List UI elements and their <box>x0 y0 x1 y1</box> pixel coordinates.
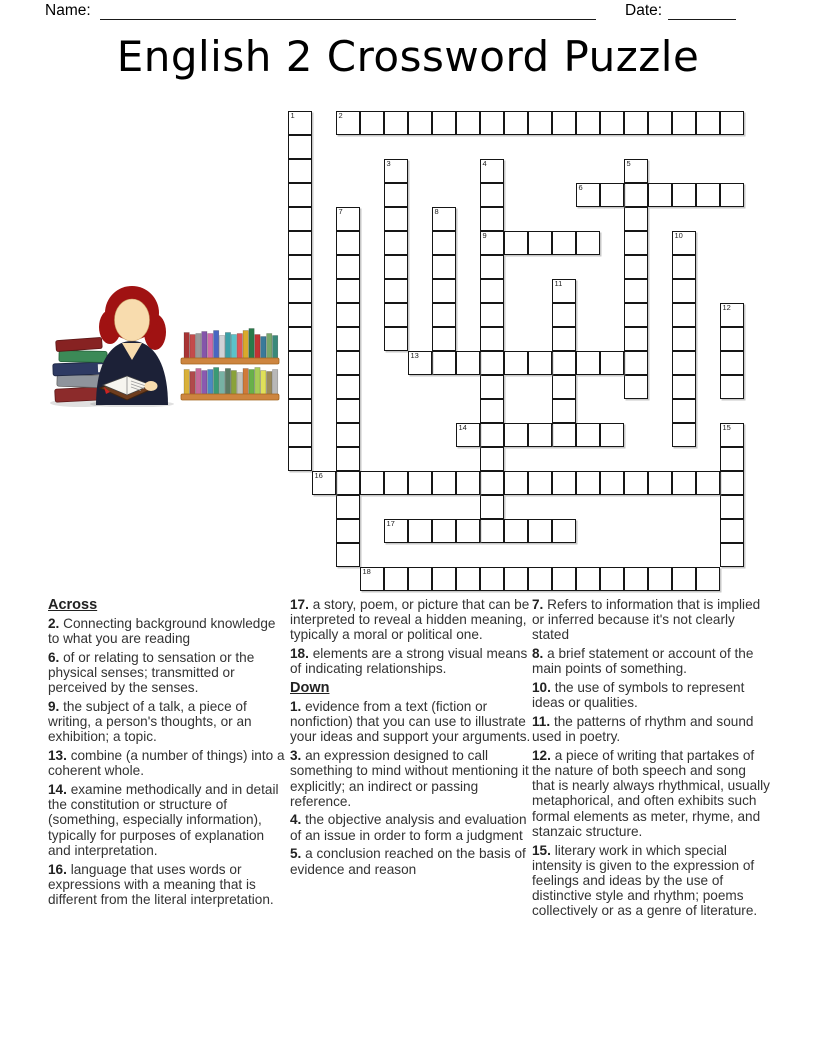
grid-cell[interactable] <box>672 471 696 495</box>
clue-number: 7. <box>532 597 548 612</box>
grid-cell[interactable] <box>384 303 408 327</box>
grid-cell[interactable] <box>336 471 360 495</box>
grid-cell[interactable] <box>408 111 432 135</box>
grid-cell[interactable] <box>672 399 696 423</box>
grid-cell[interactable] <box>624 327 648 351</box>
book-spine <box>184 370 189 395</box>
grid-cell[interactable] <box>672 303 696 327</box>
clue-number: 15. <box>532 842 555 858</box>
grid-cell[interactable] <box>336 231 360 255</box>
grid-cell[interactable] <box>672 351 696 375</box>
grid-cell[interactable] <box>432 303 456 327</box>
grid-cell[interactable] <box>432 207 456 231</box>
grid-cell[interactable] <box>720 351 744 375</box>
grid-cell[interactable] <box>552 399 576 423</box>
grid-cell[interactable] <box>288 255 312 279</box>
cell-number: 10 <box>674 231 683 240</box>
grid-cell[interactable] <box>384 567 408 591</box>
clue-item: 16. language that uses words or expressions with a meaning that is different from the literal interpretation. <box>48 861 274 907</box>
clue-number: 11. <box>532 713 554 729</box>
name-label: Name: <box>45 2 91 19</box>
grid-cell[interactable] <box>504 231 528 255</box>
book-spine <box>208 370 213 395</box>
person <box>90 286 174 407</box>
grid-cell[interactable] <box>648 471 672 495</box>
grid-cell[interactable] <box>504 519 528 543</box>
grid-cell[interactable] <box>288 231 312 255</box>
grid-cell[interactable] <box>336 111 360 135</box>
grid-cell[interactable] <box>336 303 360 327</box>
grid-cell[interactable] <box>480 159 504 183</box>
grid-cell[interactable] <box>360 567 384 591</box>
grid-cell[interactable] <box>384 327 408 351</box>
grid-cell[interactable] <box>384 471 408 495</box>
clue-number: 8. <box>532 646 548 662</box>
grid-cell[interactable] <box>720 303 744 327</box>
cell-number: 13 <box>410 351 419 360</box>
grid-cell[interactable] <box>624 231 648 255</box>
clue-item: 4. the objective analysis and evaluation of an issue in order to form a judgment <box>290 812 527 843</box>
grid-cell[interactable] <box>600 111 624 135</box>
clue-number: 9. <box>48 699 64 715</box>
grid-cell[interactable] <box>480 447 504 471</box>
grid-cell[interactable] <box>288 399 312 423</box>
grid-cell[interactable] <box>384 111 408 135</box>
grid-cell[interactable] <box>552 375 576 399</box>
clue-number: 6. <box>48 649 64 665</box>
clue-item: 9. the subject of a talk, a piece of writing, a person's thoughts, or an exhibition; a topic. <box>48 699 252 745</box>
grid-cell[interactable] <box>408 351 432 375</box>
book-spine <box>261 371 266 395</box>
grid-cell[interactable] <box>384 207 408 231</box>
grid-cell[interactable] <box>696 567 720 591</box>
cell-number: 17 <box>386 519 395 528</box>
grid-cell[interactable] <box>576 471 600 495</box>
grid-cell[interactable] <box>408 471 432 495</box>
grid-cell[interactable] <box>384 255 408 279</box>
grid-cell[interactable] <box>288 303 312 327</box>
grid-cell[interactable] <box>432 279 456 303</box>
grid-cell[interactable] <box>432 111 456 135</box>
grid-cell[interactable] <box>312 471 336 495</box>
clue-number: 10. <box>532 680 555 696</box>
grid-cell[interactable] <box>480 279 504 303</box>
grid-cell[interactable] <box>336 327 360 351</box>
bookshelf <box>181 329 279 401</box>
clue-item: 14. examine methodically and in detail the constitution or structure of (something, especially information), typically for purposes of explanation and interpretation. <box>48 782 279 858</box>
crossword-grid <box>288 111 744 591</box>
clue-column-2 <box>290 597 533 880</box>
name-input-line[interactable] <box>100 2 596 20</box>
cell-number: 18 <box>362 567 371 576</box>
grid-cell[interactable] <box>552 327 576 351</box>
grid-cell[interactable] <box>696 183 720 207</box>
clue-number: 13. <box>48 748 71 764</box>
date-label: Date: <box>625 2 663 19</box>
grid-cell[interactable] <box>696 111 720 135</box>
clue-item: 11. the patterns of rhythm and sound used in poetry. <box>532 713 754 745</box>
book-spine <box>190 372 195 395</box>
grid-cell[interactable] <box>720 327 744 351</box>
clue-item: 3. an expression designed to call something to mind without mentioning it explicitly; an indirect or passing reference. <box>290 748 529 809</box>
grid-cell[interactable] <box>672 255 696 279</box>
grid-cell[interactable] <box>624 159 648 183</box>
cell-number: 8 <box>434 207 439 216</box>
grid-cell[interactable] <box>480 375 504 399</box>
cell-number: 2 <box>338 111 343 120</box>
grid-cell[interactable] <box>552 303 576 327</box>
grid-cell[interactable] <box>720 471 744 495</box>
grid-cell[interactable] <box>696 471 720 495</box>
clue-item: 8. a brief statement or account of the main points of something. <box>532 646 754 677</box>
grid-cell[interactable] <box>576 111 600 135</box>
grid-cell[interactable] <box>288 447 312 471</box>
grid-cell[interactable] <box>360 471 384 495</box>
grid-cell[interactable] <box>336 399 360 423</box>
grid-cell[interactable] <box>336 423 360 447</box>
clue-number: 1. <box>290 699 306 715</box>
grid-cell[interactable] <box>288 327 312 351</box>
book-spine <box>243 369 248 395</box>
book-spine <box>237 334 242 359</box>
grid-cell[interactable] <box>288 111 312 135</box>
grid-cell[interactable] <box>672 567 696 591</box>
grid-cell[interactable] <box>480 351 504 375</box>
grid-cell[interactable] <box>576 567 600 591</box>
grid-cell[interactable] <box>720 495 744 519</box>
grid-cell[interactable] <box>720 183 744 207</box>
grid-cell[interactable] <box>336 375 360 399</box>
grid-cell[interactable] <box>720 543 744 567</box>
clue-number: 5. <box>290 846 306 862</box>
name-date-row <box>0 0 816 26</box>
book-spine <box>255 335 260 359</box>
grid-cell[interactable] <box>576 231 600 255</box>
grid-cell[interactable] <box>432 471 456 495</box>
clue-number: 12. <box>532 747 555 763</box>
grid-cell[interactable] <box>408 519 432 543</box>
clue-number: 3. <box>290 748 306 764</box>
cell-number: 7 <box>338 207 343 216</box>
book-spine <box>214 368 219 395</box>
book-spine <box>273 336 278 359</box>
grid-cell[interactable] <box>480 207 504 231</box>
clue-item: 5. a conclusion reached on the basis of evidence and reason <box>290 846 526 877</box>
grid-cell[interactable] <box>480 495 504 519</box>
clue-item: 13. combine (a number of things) into a coherent whole. <box>48 748 285 779</box>
clue-number: 16. <box>48 861 71 877</box>
grid-cell[interactable] <box>336 351 360 375</box>
grid-cell[interactable] <box>432 231 456 255</box>
clue-number: 2. <box>48 616 64 631</box>
book-spine <box>261 337 266 359</box>
grid-cell[interactable] <box>552 519 576 543</box>
book-spine <box>225 369 230 395</box>
book-spine <box>267 334 272 359</box>
grid-cell[interactable] <box>552 471 576 495</box>
grid-cell[interactable] <box>504 567 528 591</box>
clue-number: 18. <box>290 646 313 662</box>
grid-cell[interactable] <box>432 567 456 591</box>
clue-column-1 <box>48 597 288 911</box>
grid-cell[interactable] <box>528 111 552 135</box>
grid-cell[interactable] <box>648 183 672 207</box>
grid-cell[interactable] <box>336 495 360 519</box>
book-spine <box>196 334 201 359</box>
grid-cell[interactable] <box>432 327 456 351</box>
grid-cell[interactable] <box>504 111 528 135</box>
book-spine <box>190 335 195 359</box>
grid-cell[interactable] <box>720 519 744 543</box>
grid-cell[interactable] <box>624 567 648 591</box>
grid-cell[interactable] <box>624 207 648 231</box>
book-spine <box>273 370 278 395</box>
book-spine <box>219 372 224 395</box>
cell-number: 4 <box>482 159 487 168</box>
grid-cell[interactable] <box>456 111 480 135</box>
grid-cell[interactable] <box>480 567 504 591</box>
grid-cell[interactable] <box>480 471 504 495</box>
book-spine <box>231 335 236 359</box>
book-spine <box>219 336 224 359</box>
grid-cell[interactable] <box>480 255 504 279</box>
grid-cell[interactable] <box>600 183 624 207</box>
grid-cell[interactable] <box>384 279 408 303</box>
cell-number: 14 <box>458 423 467 432</box>
grid-cell[interactable] <box>528 567 552 591</box>
grid-cell[interactable] <box>432 255 456 279</box>
grid-cell[interactable] <box>624 351 648 375</box>
grid-cell[interactable] <box>600 471 624 495</box>
grid-cell[interactable] <box>456 567 480 591</box>
grid-cell[interactable] <box>552 111 576 135</box>
grid-cell[interactable] <box>672 423 696 447</box>
clue-item: 15. literary work in which special intensity is given to the expression of feelings and ideas by the use of distinctive style and rhythm; poems collectively or as a genre of literature. <box>532 842 758 919</box>
grid-cell[interactable] <box>624 303 648 327</box>
grid-cell[interactable] <box>288 183 312 207</box>
grid-cell[interactable] <box>648 567 672 591</box>
grid-cell[interactable] <box>336 255 360 279</box>
cell-number: 1 <box>290 111 295 120</box>
grid-cell[interactable] <box>720 423 744 447</box>
grid-cell[interactable] <box>480 519 504 543</box>
grid-cell[interactable] <box>336 447 360 471</box>
grid-cell[interactable] <box>624 183 648 207</box>
grid-cell[interactable] <box>672 375 696 399</box>
clue-item: 2. Connecting background knowledge to what you are reading <box>48 616 276 647</box>
grid-cell[interactable] <box>672 327 696 351</box>
grid-cell[interactable] <box>384 519 408 543</box>
grid-cell[interactable] <box>384 159 408 183</box>
grid-cell[interactable] <box>456 471 480 495</box>
grid-cell[interactable] <box>552 423 576 447</box>
grid-cell[interactable] <box>528 423 552 447</box>
grid-cell[interactable] <box>600 423 624 447</box>
cell-number: 11 <box>554 279 563 288</box>
grid-cell[interactable] <box>552 567 576 591</box>
grid-cell[interactable] <box>624 471 648 495</box>
grid-cell[interactable] <box>720 111 744 135</box>
grid-cell[interactable] <box>480 231 504 255</box>
clue-item: 10. the use of symbols to represent ideas or qualities. <box>532 680 745 711</box>
book-spine <box>255 368 260 395</box>
grid-cell[interactable] <box>672 279 696 303</box>
book-spine <box>249 329 254 359</box>
book-spine <box>214 331 219 359</box>
clue-column-3 <box>532 597 772 922</box>
clue-section-header: Across <box>48 597 98 613</box>
grid-cell[interactable] <box>456 423 480 447</box>
grid-cell[interactable] <box>624 375 648 399</box>
grid-cell[interactable] <box>600 351 624 375</box>
book-spine <box>249 370 254 395</box>
reading-person-illustration <box>48 275 280 407</box>
page-title: English 2 Crossword Puzzle <box>116 32 700 81</box>
grid-cell[interactable] <box>576 183 600 207</box>
grid-cell[interactable] <box>336 519 360 543</box>
book-spine <box>202 371 207 395</box>
grid-cell[interactable] <box>672 183 696 207</box>
cell-number: 15 <box>722 423 731 432</box>
book-spine <box>237 373 242 395</box>
cell-number: 5 <box>626 159 631 168</box>
grid-cell[interactable] <box>336 207 360 231</box>
grid-cell[interactable] <box>480 423 504 447</box>
grid-cell[interactable] <box>672 111 696 135</box>
book-spine <box>243 331 248 359</box>
clue-number: 14. <box>48 782 71 798</box>
grid-cell[interactable] <box>624 255 648 279</box>
grid-cell[interactable] <box>456 351 480 375</box>
cell-number: 12 <box>722 303 731 312</box>
grid-cell[interactable] <box>288 207 312 231</box>
grid-cell[interactable] <box>288 351 312 375</box>
grid-cell[interactable] <box>624 111 648 135</box>
grid-cell[interactable] <box>288 279 312 303</box>
grid-cell[interactable] <box>504 351 528 375</box>
clue-item: 12. a piece of writing that partakes of the nature of both speech and song that is nearly always rhythmical, usually metaphorical, and often exhibits such formal elements as meter, rhyme, and stanzaic structure. <box>532 747 770 839</box>
grid-cell[interactable] <box>480 303 504 327</box>
book-spine <box>267 372 272 395</box>
grid-cell[interactable] <box>480 183 504 207</box>
clue-item: 7. Refers to information that is implied or inferred because it's not clearly stated <box>532 597 761 643</box>
grid-cell[interactable] <box>288 135 312 159</box>
grid-cell[interactable] <box>552 231 576 255</box>
grid-cell[interactable] <box>672 231 696 255</box>
grid-cell[interactable] <box>528 471 552 495</box>
grid-cell[interactable] <box>576 423 600 447</box>
cell-number: 6 <box>578 183 583 192</box>
grid-cell[interactable] <box>504 471 528 495</box>
grid-cell[interactable] <box>456 519 480 543</box>
grid-cell[interactable] <box>504 423 528 447</box>
grid-cell[interactable] <box>360 111 384 135</box>
clue-item: 1. evidence from a text (fiction or nonfiction) that you can use to illustrate your ideas and support your arguments. <box>290 699 531 745</box>
grid-cell[interactable] <box>552 351 576 375</box>
book-spine <box>208 334 213 359</box>
grid-cell[interactable] <box>720 375 744 399</box>
date-input-line[interactable] <box>668 2 736 20</box>
grid-cell[interactable] <box>648 111 672 135</box>
clue-item: 18. elements are a strong visual means of indicating relationships. <box>290 646 528 677</box>
book-spine <box>225 333 230 359</box>
grid-cell[interactable] <box>288 423 312 447</box>
grid-cell[interactable] <box>288 159 312 183</box>
book-spine <box>202 332 207 359</box>
cell-number: 9 <box>482 231 487 240</box>
cell-number: 16 <box>314 471 323 480</box>
grid-cell[interactable] <box>432 519 456 543</box>
cell-number: 3 <box>386 159 391 168</box>
grid-cell[interactable] <box>624 279 648 303</box>
clue-section-header: Down <box>290 680 330 697</box>
grid-cell[interactable] <box>336 543 360 567</box>
clue-item: 6. of or relating to sensation or the physical senses; transmitted or perceived by the senses. <box>48 649 255 696</box>
clue-number: 4. <box>290 812 306 828</box>
grid-cell[interactable] <box>480 327 504 351</box>
grid-cell[interactable] <box>432 351 456 375</box>
clue-item: 17. a story, poem, or picture that can be interpreted to reveal a hidden meaning, typically a moral or political one. <box>290 597 530 643</box>
book-spine <box>196 369 201 395</box>
grid-cell[interactable] <box>552 279 576 303</box>
grid-cell[interactable] <box>576 351 600 375</box>
grid-cell[interactable] <box>384 231 408 255</box>
grid-cell[interactable] <box>384 183 408 207</box>
book-spine <box>184 333 189 359</box>
grid-cell[interactable] <box>336 279 360 303</box>
book-spine <box>231 371 236 395</box>
grid-cell[interactable] <box>480 111 504 135</box>
grid-cell[interactable] <box>720 447 744 471</box>
grid-cell[interactable] <box>288 375 312 399</box>
grid-cell[interactable] <box>480 399 504 423</box>
grid-cell[interactable] <box>408 567 432 591</box>
grid-cell[interactable] <box>528 351 552 375</box>
grid-cell[interactable] <box>528 231 552 255</box>
grid-cell[interactable] <box>528 519 552 543</box>
grid-cell[interactable] <box>600 567 624 591</box>
clue-number: 17. <box>290 597 313 612</box>
